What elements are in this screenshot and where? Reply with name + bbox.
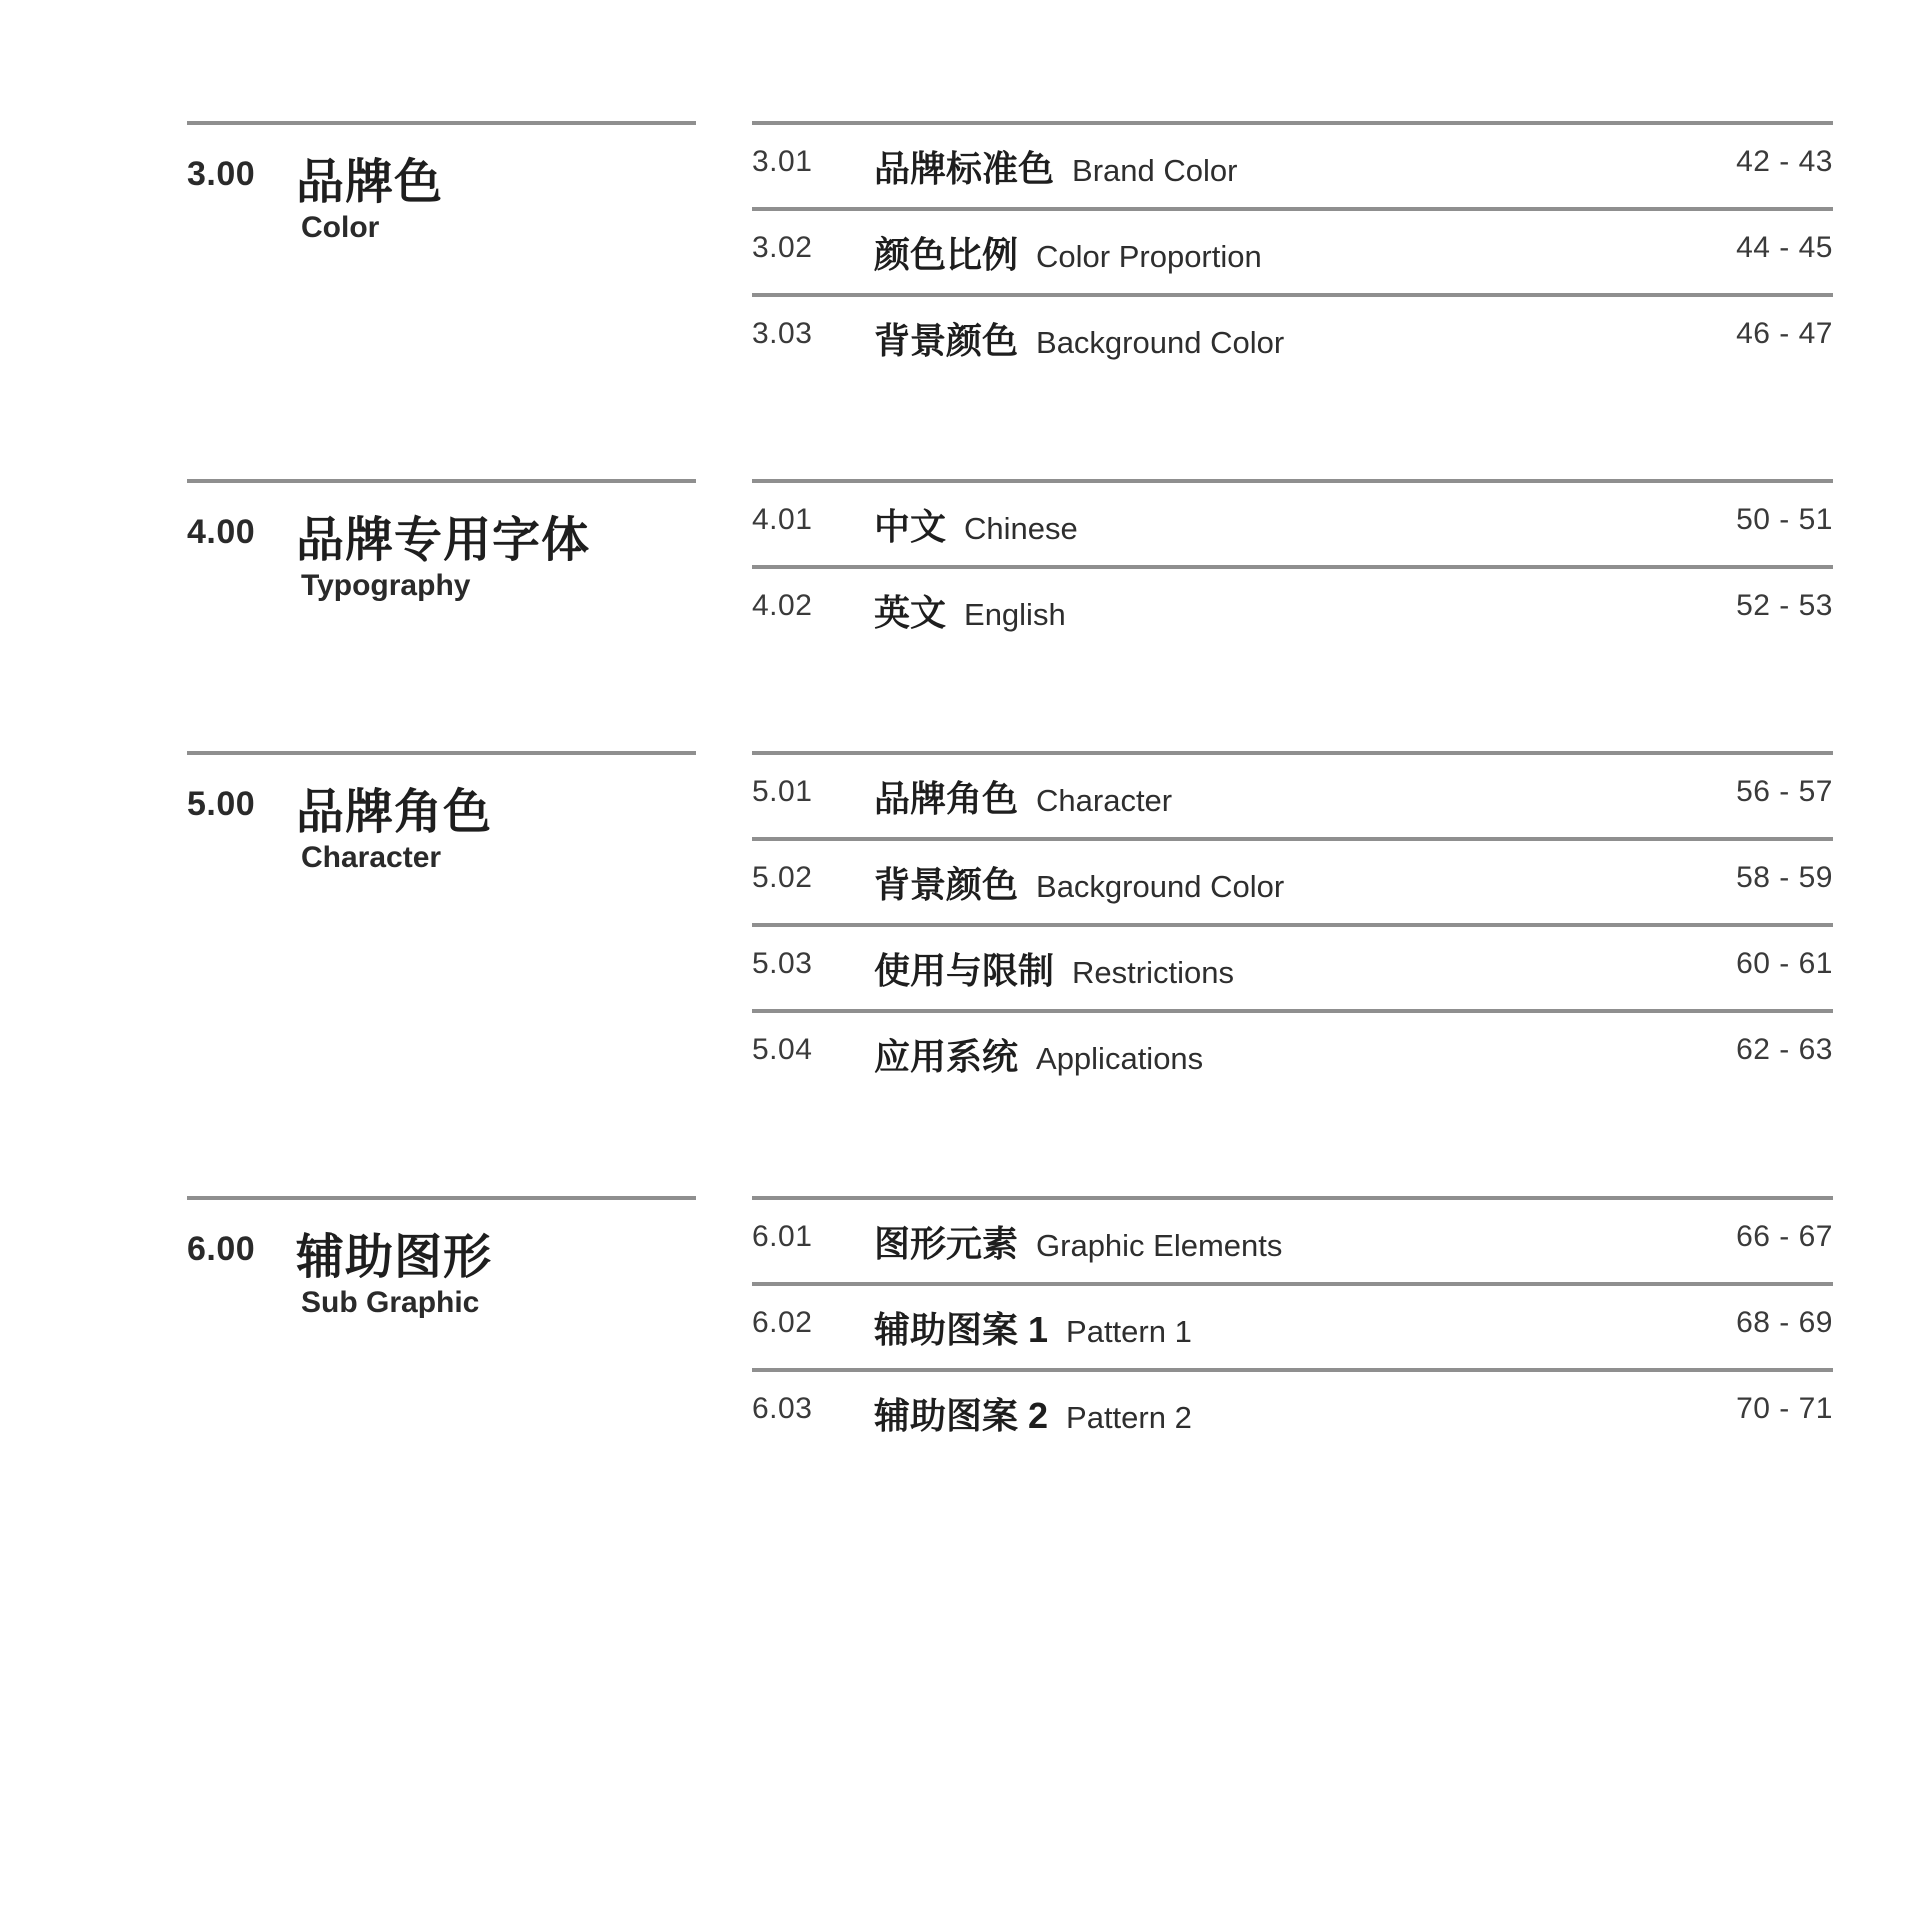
entry-number: 5.02	[752, 861, 813, 894]
entry-title-en: English	[964, 597, 1066, 632]
entry-title-en: Background Color	[1036, 325, 1285, 360]
entry-number: 3.02	[752, 231, 813, 264]
entry-title-en: Restrictions	[1072, 955, 1234, 990]
section-number: 6.00	[187, 1230, 256, 1268]
entry-title-cn: 中文	[874, 506, 947, 547]
entry-pages: 68 - 69	[1736, 1306, 1833, 1339]
toc-entry[interactable]	[752, 121, 1833, 207]
entry-pages: 52 - 53	[1736, 589, 1833, 622]
section-divider	[187, 751, 696, 755]
section-number: 4.00	[187, 513, 256, 551]
entry-title-en: Pattern 2	[1066, 1400, 1192, 1435]
toc-entry[interactable]	[752, 837, 1833, 923]
entry-pages: 62 - 63	[1736, 1033, 1833, 1066]
entry-pages: 42 - 43	[1736, 145, 1833, 178]
section-number: 5.00	[187, 785, 256, 823]
entry-pages: 70 - 71	[1736, 1392, 1833, 1425]
entry-number: 5.04	[752, 1033, 813, 1066]
entry-title	[874, 313, 1284, 364]
section-number: 3.00	[187, 155, 256, 193]
entry-title-cn: 颜色比例	[874, 234, 1019, 275]
entry-title-cn: 品牌角色	[874, 778, 1019, 819]
section-title-cn: 品牌角色	[296, 786, 493, 839]
section-title-cn: 辅助图形	[296, 1231, 493, 1284]
entry-number: 3.01	[752, 145, 813, 178]
section-entries	[752, 479, 1833, 651]
entry-pages: 56 - 57	[1736, 775, 1833, 808]
section-divider	[187, 479, 696, 483]
entry-number: 3.03	[752, 317, 813, 350]
entry-pages: 66 - 67	[1736, 1220, 1833, 1253]
entry-title-en: Chinese	[964, 511, 1078, 546]
entry-title-cn: 品牌标准色	[874, 148, 1055, 189]
entry-number: 6.01	[752, 1220, 813, 1253]
entry-title-cn: 辅助图案 1	[874, 1309, 1049, 1350]
entry-pages: 44 - 45	[1736, 231, 1833, 264]
entry-title-cn: 图形元素	[874, 1223, 1019, 1264]
entry-title	[874, 1029, 1203, 1080]
entry-title-en: Applications	[1036, 1041, 1204, 1076]
entry-title	[874, 499, 1078, 550]
entry-title-cn: 背景颜色	[874, 864, 1019, 905]
entry-title-en: Graphic Elements	[1036, 1228, 1283, 1263]
toc-entry[interactable]	[752, 479, 1833, 565]
entry-pages: 58 - 59	[1736, 861, 1833, 894]
entry-title-cn: 背景颜色	[874, 320, 1019, 361]
toc-entry[interactable]	[752, 751, 1833, 837]
section-title-cn: 品牌专用字体	[296, 514, 591, 567]
entry-title	[874, 585, 1066, 636]
toc-entry[interactable]	[752, 1368, 1833, 1454]
entry-number: 6.03	[752, 1392, 813, 1425]
entry-pages: 60 - 61	[1736, 947, 1833, 980]
section-entries	[752, 751, 1833, 1095]
entry-title	[874, 141, 1237, 192]
section-title-en: Color	[301, 211, 380, 244]
toc-entry[interactable]	[752, 293, 1833, 379]
entry-pages: 50 - 51	[1736, 503, 1833, 536]
section-divider	[187, 1196, 696, 1200]
entry-title	[874, 771, 1172, 822]
entry-number: 6.02	[752, 1306, 813, 1339]
entry-title-cn: 使用与限制	[874, 950, 1055, 991]
toc-entry[interactable]	[752, 565, 1833, 651]
entry-title-cn: 应用系统	[874, 1036, 1019, 1077]
entry-title-cn: 英文	[874, 592, 947, 633]
entry-pages: 46 - 47	[1736, 317, 1833, 350]
entry-title-en: Brand Color	[1072, 153, 1238, 188]
entry-title-en: Pattern 1	[1066, 1314, 1192, 1349]
toc-entry[interactable]	[752, 1282, 1833, 1368]
entry-title-en: Background Color	[1036, 869, 1285, 904]
section-entries	[752, 1196, 1833, 1454]
toc-entry[interactable]	[752, 1196, 1833, 1282]
entry-number: 5.03	[752, 947, 813, 980]
section-title-en: Sub Graphic	[301, 1286, 480, 1319]
entry-number: 4.01	[752, 503, 813, 536]
section-title-cn: 品牌色	[296, 156, 444, 209]
entry-title	[874, 943, 1234, 994]
entry-title	[874, 857, 1284, 908]
entry-title	[874, 1302, 1192, 1353]
section-entries	[752, 121, 1833, 379]
entry-title	[874, 1388, 1192, 1439]
entry-title-en: Character	[1036, 783, 1173, 818]
toc-entry[interactable]	[752, 923, 1833, 1009]
section-divider	[187, 121, 696, 125]
entry-number: 4.02	[752, 589, 813, 622]
toc-entry[interactable]	[752, 1009, 1833, 1095]
entry-number: 5.01	[752, 775, 813, 808]
section-title-en: Character	[301, 841, 442, 874]
entry-title-cn: 辅助图案 2	[874, 1395, 1049, 1436]
toc-entry[interactable]	[752, 207, 1833, 293]
entry-title	[874, 227, 1262, 278]
section-title-en: Typography	[301, 569, 471, 602]
entry-title-en: Color Proportion	[1036, 239, 1262, 274]
entry-title	[874, 1216, 1282, 1267]
